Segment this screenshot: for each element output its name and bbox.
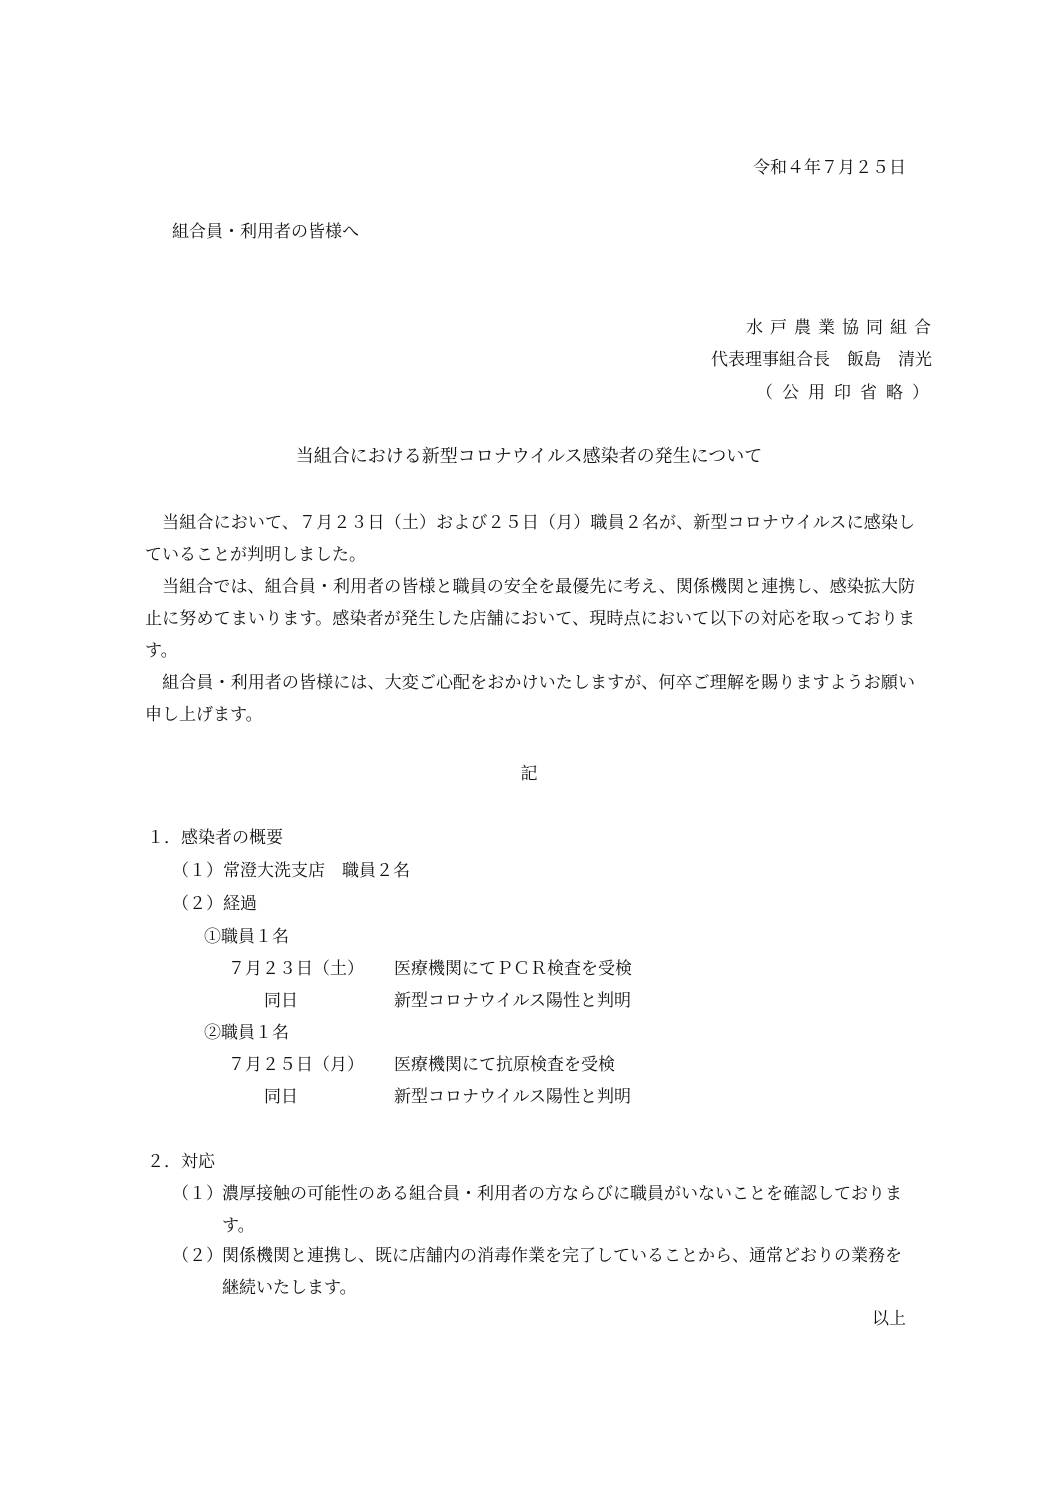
document-title: 当組合における新型コロナウイルス感染者の発生について <box>295 446 763 467</box>
closing-mark: 以上 <box>872 1309 906 1329</box>
issue-date: 令和４年７月２５日 <box>753 158 906 178</box>
timeline-date: 同日 <box>264 991 298 1011</box>
paragraph: 組合員・利用者の皆様には、大変ご心配をおかけいたしますが、何卒ご理解を賜りますようお願い申し上げます。 <box>145 673 916 725</box>
staff-label: ②職員１名 <box>204 1023 289 1043</box>
response-item <box>172 1240 912 1304</box>
timeline-date: ７月２３日（土） <box>228 959 364 979</box>
addressee: 組合員・利用者の皆様へ <box>172 222 359 242</box>
section-item: （２）経過 <box>172 894 257 914</box>
response-text: 関係機関と連携し、既に店舗内の消毒作業を完了していることから、通常どおりの業務を継続いたします。 <box>222 1246 902 1298</box>
timeline-event: 新型コロナウイルス陽性と判明 <box>394 991 631 1011</box>
timeline-event: 医療機関にてＰＣＲ検査を受検 <box>394 959 632 979</box>
timeline-date: ７月２５日（月） <box>228 1055 364 1075</box>
response-number: （１） <box>172 1184 223 1204</box>
ki-marker: 記 <box>520 764 538 784</box>
paragraph: 当組合では、組合員・利用者の皆様と職員の安全を最優先に考え、関係機関と連携し、感染拡大防止に努めてまいります。感染者が発生した店舗において、現時点において以下の対応を取っております。 <box>145 577 915 661</box>
paragraph: 当組合において、７月２３日（土）および２５日（月）職員２名が、新型コロナウイルスに感染していることが判明しました。 <box>145 513 916 565</box>
timeline-event: 新型コロナウイルス陽性と判明 <box>394 1087 631 1107</box>
body-text <box>145 507 915 731</box>
sender-organization: 水戸農業協同組合 <box>746 318 938 338</box>
response-item <box>172 1178 912 1242</box>
staff-label: ①職員１名 <box>204 927 289 947</box>
timeline-date: 同日 <box>264 1087 298 1107</box>
section-heading: １．感染者の概要 <box>147 828 283 848</box>
timeline-event: 医療機関にて抗原検査を受検 <box>394 1055 615 1075</box>
response-text: 濃厚接触の可能性のある組合員・利用者の方ならびに職員がいないことを確認しております。 <box>222 1184 902 1236</box>
section-item: （１）常澄大洗支店 職員２名 <box>172 861 410 881</box>
sender-representative: 代表理事組合長 飯島 清光 <box>711 350 932 370</box>
response-number: （２） <box>172 1246 223 1266</box>
seal-note: （公用印省略） <box>756 383 938 403</box>
section-heading: ２．対応 <box>147 1152 215 1172</box>
